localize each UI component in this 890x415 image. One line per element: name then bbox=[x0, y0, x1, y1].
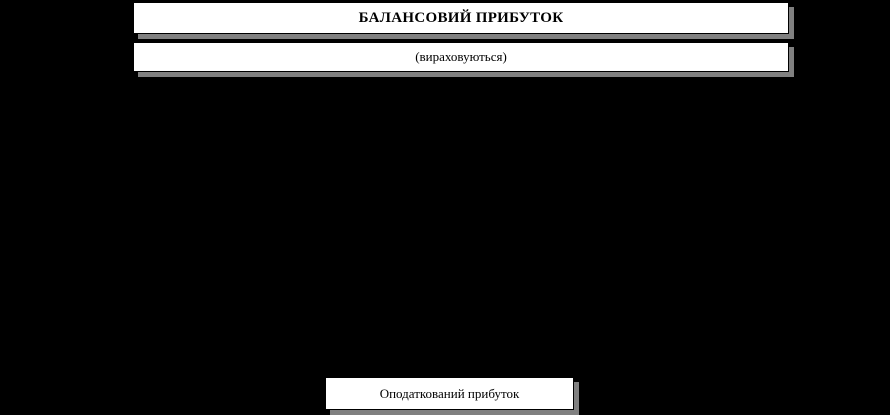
deducted-label: (вираховуються) bbox=[415, 49, 507, 64]
deducted-box bbox=[133, 42, 789, 72]
taxable-profit-label: Оподаткований прибуток bbox=[379, 385, 520, 401]
balance-profit-label: БАЛАНСОВИЙ ПРИБУТОК bbox=[358, 9, 564, 26]
balance-profit-box bbox=[133, 2, 789, 34]
taxable-profit-box bbox=[325, 377, 574, 410]
